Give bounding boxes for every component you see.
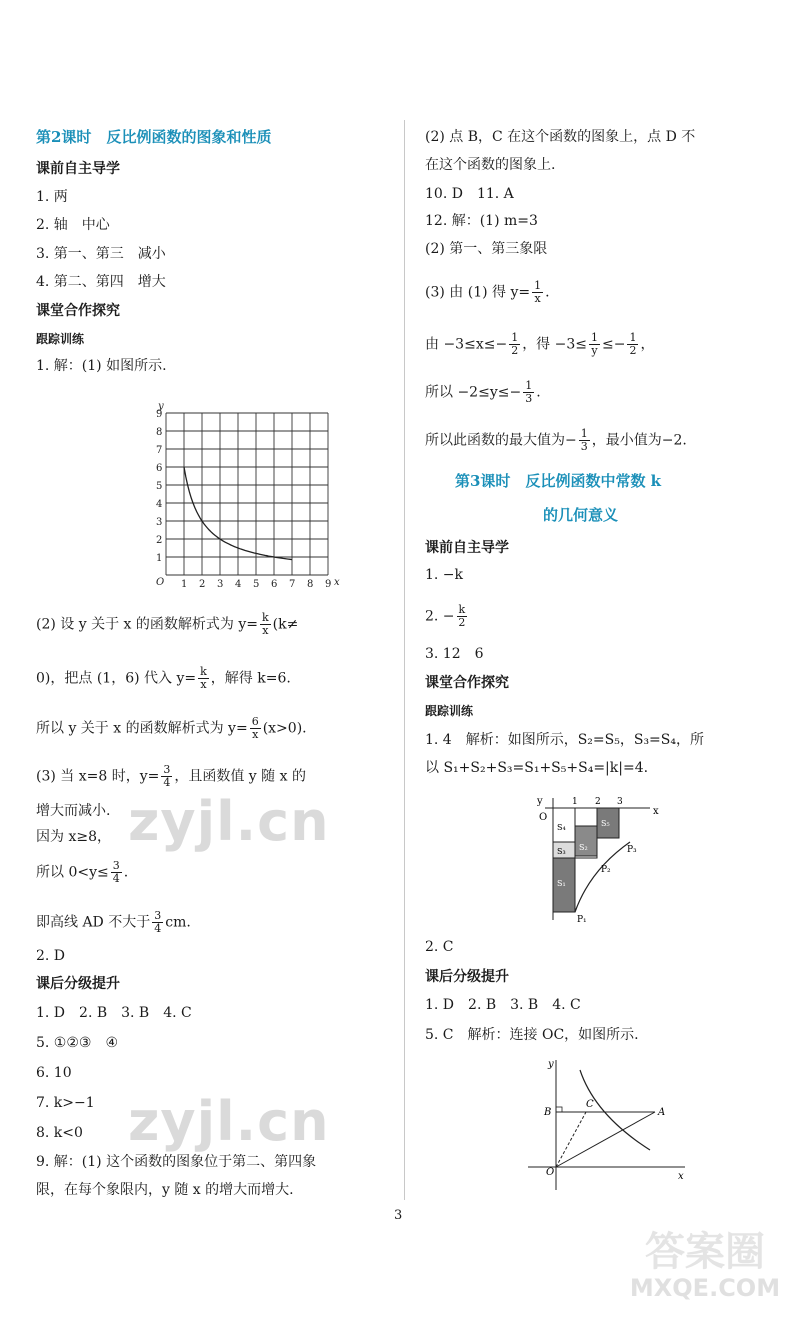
fraction <box>627 332 638 357</box>
text: (k≠ <box>272 616 299 633</box>
answer-line: 5. ①②③ ④ <box>36 1035 119 1051</box>
text: ，最小值为−2. <box>591 432 687 449</box>
answer-line: 限，在每个象限内，y 随 x 的增大而增大. <box>36 1182 294 1198</box>
answer-line <box>36 612 298 637</box>
numerator: 1 <box>534 279 542 292</box>
text: ，解得 k=6. <box>210 670 291 687</box>
denominator: 2 <box>458 616 466 629</box>
origin-label: O <box>546 1167 555 1178</box>
point-label: C <box>586 1099 594 1110</box>
text: 所以 −2≤y≤− <box>425 384 522 401</box>
logo-top: 答案圈 <box>645 1229 765 1275</box>
site-logo <box>620 1230 790 1310</box>
numerator: k <box>458 603 466 616</box>
answer-line <box>36 666 291 691</box>
x-tick-label: 9 <box>325 579 332 590</box>
text: ，得 −3≤ <box>522 336 588 353</box>
fraction <box>198 666 209 691</box>
answer-line <box>425 280 550 305</box>
denominator: 4 <box>112 872 120 885</box>
lesson-title-3-cont: 的几何意义 <box>543 506 619 524</box>
graph-inverse-function <box>116 390 340 590</box>
x-tick-label: 3 <box>217 579 224 590</box>
point-label: B <box>544 1107 552 1118</box>
numerator: 3 <box>154 909 162 922</box>
area-label: S₃ <box>557 847 566 856</box>
page-number: 3 <box>394 1208 403 1223</box>
text: (3) 当 x=8 时，y= <box>36 768 160 785</box>
answer-line: 3. 第一、第三 减小 <box>36 246 166 262</box>
answer-line <box>425 332 654 357</box>
x-tick-label: 5 <box>253 579 260 590</box>
answer-line: 6. 10 <box>36 1065 72 1081</box>
answer-line: 1. −k <box>425 567 464 583</box>
text: (2) 设 y 关于 x 的函数解析式为 y= <box>36 616 258 633</box>
tick-label: 1 <box>572 797 578 807</box>
section-class-explore: 课堂合作探究 <box>36 303 120 319</box>
numerator: k <box>261 611 269 624</box>
answer-line: 增大而减小. <box>36 803 111 819</box>
y-tick-label: 4 <box>156 499 163 510</box>
column-divider <box>404 120 405 1200</box>
x-tick-label: 2 <box>199 579 206 590</box>
answer-line: 10. D 11. A <box>425 186 514 202</box>
tick-label: 2 <box>595 797 601 807</box>
answer-line: 9. 解：(1) 这个函数的图象位于第二、第四象 <box>36 1154 317 1170</box>
hyperbola-curve <box>580 1070 650 1150</box>
text: ≤− <box>602 336 626 353</box>
denominator: x <box>534 292 541 305</box>
area-label: S₂ <box>579 843 588 852</box>
x-label: x <box>678 1171 684 1182</box>
subsection-tracking: 跟踪训练 <box>425 704 474 718</box>
answer-line: (2) 第一、第三象限 <box>425 241 548 257</box>
logo-bottom: MXQE.COM <box>629 1274 781 1302</box>
text: (3) 由 (1) 得 y= <box>425 284 531 301</box>
section-class-explore: 课堂合作探究 <box>425 675 509 691</box>
numerator: 1 <box>580 427 588 440</box>
graph-k-areas <box>535 790 665 930</box>
y-tick-label: 1 <box>156 553 163 564</box>
text: ， <box>640 336 655 353</box>
answer-line <box>36 716 307 741</box>
point-label: A <box>658 1107 666 1118</box>
y-tick-label: 6 <box>156 463 163 474</box>
x-tick-label: 7 <box>289 579 296 590</box>
numerator: 1 <box>525 379 533 392</box>
numerator: k <box>200 665 207 678</box>
numerator: 6 <box>251 715 259 728</box>
answer-line: 1. 4 解析：如图所示，S₂=S₅，S₃=S₄，所 <box>425 732 704 748</box>
y-label: y <box>537 796 543 807</box>
numerator: 3 <box>112 859 120 872</box>
answer-line: 12. 解：(1) m=3 <box>425 213 538 229</box>
answer-line: 3. 12 6 <box>425 646 484 662</box>
denominator: 3 <box>580 440 588 453</box>
x-label: x <box>653 806 659 817</box>
graph-oc-connect <box>520 1055 690 1195</box>
denominator: 2 <box>629 344 637 357</box>
answer-line: (2) 点 B，C 在这个函数的图象上，点 D 不 <box>425 129 696 145</box>
lesson-title-2: 第2课时 反比例函数的图象和性质 <box>36 128 272 146</box>
point-label: P₃ <box>627 845 637 855</box>
answer-line <box>36 860 128 885</box>
fraction <box>457 604 468 629</box>
answer-line: 因为 x≥8， <box>36 829 111 845</box>
text: . <box>545 284 550 301</box>
denominator: 4 <box>154 922 162 935</box>
section-post-practice: 课后分级提升 <box>425 969 509 985</box>
area-label: S₁ <box>557 879 566 888</box>
area-label: S₄ <box>557 823 566 832</box>
y-tick-label: 3 <box>156 517 163 528</box>
answer-line <box>36 764 306 789</box>
lesson-title-3: 第3课时 反比例函数中常数 k <box>455 472 662 490</box>
origin-label: O <box>156 577 165 588</box>
numerator: 1 <box>591 331 599 344</box>
right-angle-mark <box>556 1107 562 1112</box>
answer-line: 在这个函数的图象上. <box>425 157 556 173</box>
fraction <box>523 380 534 405</box>
numerator: 1 <box>629 331 637 344</box>
watermark: zyjl.cn <box>128 790 330 853</box>
text: ，且函数值 y 随 x 的 <box>174 768 306 785</box>
text: . <box>536 384 541 401</box>
answer-line: 1. 两 <box>36 189 68 205</box>
tick-label: 3 <box>617 797 623 807</box>
y-tick-label: 5 <box>156 481 163 492</box>
text: . <box>123 864 129 881</box>
y-tick-label: 9 <box>156 409 163 420</box>
section-post-practice: 课后分级提升 <box>36 976 120 992</box>
text: 0)，把点 (1，6) 代入 y= <box>36 670 197 687</box>
denominator: y <box>591 344 598 357</box>
section-pre-study: 课前自主导学 <box>425 540 509 556</box>
text: 所以 y 关于 x 的函数解析式为 y= <box>36 720 248 737</box>
x-tick-label: 1 <box>181 579 188 590</box>
fraction <box>161 764 172 789</box>
x-tick-label: 8 <box>307 579 314 590</box>
numerator: 3 <box>163 763 171 776</box>
denominator: 4 <box>163 776 171 789</box>
denominator: x <box>262 624 269 637</box>
y-tick-label: 2 <box>156 535 163 546</box>
x-tick-label: 6 <box>271 579 278 590</box>
text: 即高线 AD 不大于 <box>36 914 151 931</box>
fraction <box>152 910 163 935</box>
fraction <box>589 332 600 357</box>
answer-line: 5. C 解析：连接 OC，如图所示. <box>425 1027 639 1043</box>
fraction <box>111 860 122 885</box>
answer-line: 7. k>−1 <box>36 1095 95 1111</box>
answer-line: 以 S₁+S₂+S₃=S₁+S₅+S₄=|k|=4. <box>425 760 649 776</box>
text: 所以 0<y≤ <box>36 864 109 881</box>
answer-line <box>425 428 687 453</box>
point-label: P₁ <box>577 915 587 925</box>
denominator: x <box>252 728 259 741</box>
text: 2. − <box>425 608 455 625</box>
watermark: zyjl.cn <box>128 1090 330 1153</box>
x-tick-label: 4 <box>235 579 242 590</box>
fraction <box>250 716 261 741</box>
fraction <box>509 332 520 357</box>
answer-line <box>425 604 469 629</box>
fraction <box>260 612 271 637</box>
denominator: x <box>200 678 207 691</box>
y-tick-label: 8 <box>156 427 163 438</box>
answer-line: 1. D 2. B 3. B 4. C <box>36 1005 192 1021</box>
numerator: 1 <box>511 331 519 344</box>
denominator: 3 <box>525 392 533 405</box>
section-pre-study: 课前自主导学 <box>36 161 120 177</box>
answer-line: 1. D 2. B 3. B 4. C <box>425 997 581 1013</box>
denominator: 2 <box>511 344 519 357</box>
point-label: P₂ <box>601 865 611 875</box>
fraction <box>579 428 590 453</box>
text: cm. <box>165 914 191 931</box>
y-tick-label: 7 <box>156 445 163 456</box>
answer-line: 2. C <box>425 939 454 955</box>
answer-line <box>425 380 541 405</box>
answer-line: 2. D <box>36 948 66 964</box>
subsection-tracking: 跟踪训练 <box>36 332 85 346</box>
answer-line: 8. k<0 <box>36 1125 83 1141</box>
y-label: y <box>548 1059 554 1070</box>
fraction <box>532 280 543 305</box>
text: 由 −3≤x≤− <box>425 336 508 353</box>
text: (x>0). <box>262 720 307 737</box>
answer-line <box>36 910 191 935</box>
answer-line: 1. 解：(1) 如图所示. <box>36 358 167 374</box>
area-label: S₅ <box>601 819 610 828</box>
text: 所以此函数的最大值为− <box>425 432 577 449</box>
x-axis-label: x <box>334 577 340 588</box>
origin-label: O <box>539 812 548 823</box>
y-axis-label: y <box>158 401 164 412</box>
answer-line: 2. 轴 中心 <box>36 217 110 233</box>
answer-line: 4. 第二、第四 增大 <box>36 274 166 290</box>
